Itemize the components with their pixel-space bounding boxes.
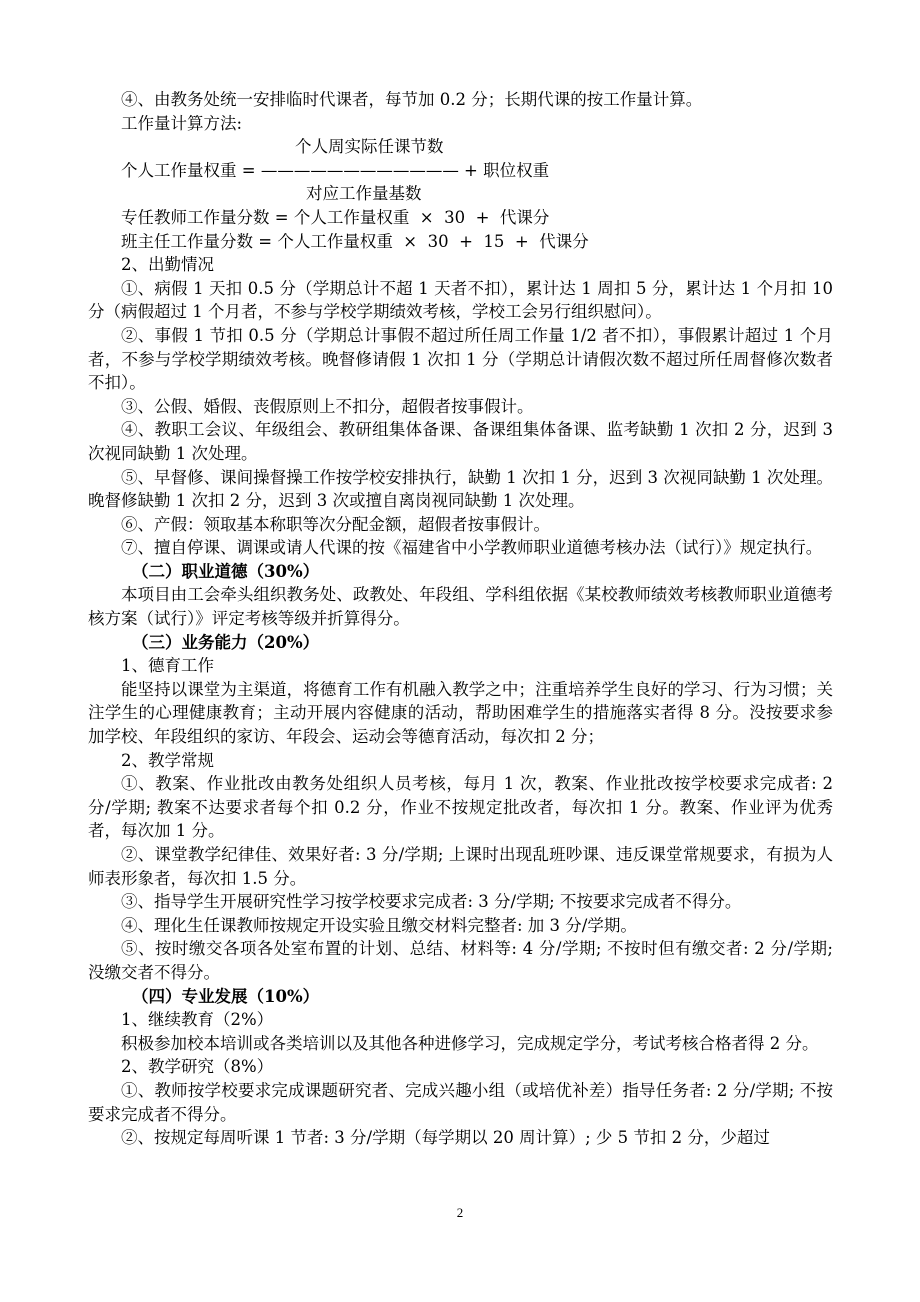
paragraph: ④、教职工会议、年级组会、教研组集体备课、备课组集体备课、监考缺勤 1 次扣 2 分，迟到 3 次视同缺勤 1 次处理。 xyxy=(88,420,833,463)
paragraph: ③、指导学生开展研究性学习按学校要求完成者: 3 分/学期; 不按要求完成者不得分。 xyxy=(121,892,742,912)
section-subtitle: 1、德育工作 xyxy=(121,656,214,676)
section-subtitle: 2、教学常规 xyxy=(121,750,214,770)
paragraph: 能坚持以课堂为主渠道，将德育工作有机融入教学之中；注重培养学生良好的学习、行为习惯；关注学生的心理健康教育；主动开展内容健康的活动，帮助困难学生的措施落实者得 8 分。没按要求参加学校、年段组织的家访、年段会、运动会等德育活动，每次扣 2 分； xyxy=(88,679,833,747)
formula-numerator: 个人周实际任课节数 xyxy=(295,137,444,157)
section-heading: （三）业务能力（20%） xyxy=(132,632,320,652)
paragraph: ⑦、擅自停课、调课或请人代课的按《福建省中小学教师职业道德考核办法（试行）》规定执行。 xyxy=(121,538,823,558)
paragraph: ③、公假、婚假、丧假原则上不扣分，超假者按事假计。 xyxy=(121,396,534,416)
paragraph: ④、由教务处统一安排临时代课者，每节加 0.2 分；长期代课的按工作量计算。 xyxy=(121,90,703,109)
paragraph: ②、课堂教学纪律佳、效果好者: 3 分/学期; 上课时出现乱班吵课、违反课堂常规要求，有损为人师表形象者，每次扣 1.5 分。 xyxy=(88,845,833,888)
formula-line: 专任教师工作量分数 = 个人工作量权重 × 30 + 代课分 xyxy=(121,207,550,227)
paragraph: 积极参加校本培训或各类培训以及其他各种进修学习，完成规定学分，考试考核合格者得 2 分。 xyxy=(121,1033,819,1053)
document-body xyxy=(88,88,833,1150)
paragraph: ①、教师按学校要求完成课题研究者、完成兴趣小组（或培优补差）指导任务者: 2 分/学期; 不按要求完成者不得分。 xyxy=(88,1080,833,1124)
paragraph: ①、教案、作业批改由教务处组织人员考核，每月 1 次，教案、作业批改按学校要求完成者: 2 分/学期; 教案不达要求者每个扣 0.2 分，作业不按规定批改者，每次扣 1 分。教案、作业评为优秀者，每次加 1 分。 xyxy=(88,774,833,841)
formula-denominator: 对应工作量基数 xyxy=(306,184,422,204)
paragraph: ⑥、产假：领取基本称职等次分配金额，超假者按事假计。 xyxy=(121,514,550,534)
section-heading: （四）专业发展（10%） xyxy=(132,986,320,1006)
paragraph: ①、病假 1 天扣 0.5 分（学期总计不超 1 天者不扣），累计达 1 周扣 5 分，累计达 1 个月扣 10 分（病假超过 1 个月者，不参与学校学期绩效考核，学校工会另行组织慰问）。 xyxy=(88,278,833,322)
paragraph: ②、事假 1 节扣 0.5 分（学期总计事假不超过所任周工作量 1/2 者不扣），事假累计超过 1 个月者，不参与学校学期绩效考核。晚督修请假 1 次扣 1 分（学期总计请假次数不超过所任周督修次数者不扣）。 xyxy=(88,325,833,393)
formula-line: 个人工作量权重 = ———————————— + 职位权重 xyxy=(121,160,550,180)
formula-line: 班主任工作量分数 = 个人工作量权重 × 30 + 15 + 代课分 xyxy=(121,231,589,251)
page-number: 2 xyxy=(456,1205,464,1220)
paragraph: ⑤、按时缴交各项各处室布置的计划、总结、材料等: 4 分/学期; 不按时但有缴交者: 2 分/学期; 没缴交者不得分。 xyxy=(88,939,833,982)
section-heading: （二）职业道德（30%） xyxy=(132,561,320,581)
section-subtitle: 2、教学研究（8%） xyxy=(121,1057,274,1077)
paragraph: 本项目由工会牵头组织教务处、政教处、年段组、学科组依据《某校教师绩效考核教师职业道德考核方案（试行）》评定考核等级并折算得分。 xyxy=(88,585,833,629)
paragraph: 工作量计算方法: xyxy=(121,113,243,133)
section-subtitle: 2、出勤情况 xyxy=(121,255,214,275)
paragraph: ④、理化生任课教师按规定开设实验且缴交材料完整者: 加 3 分/学期。 xyxy=(121,915,637,935)
section-subtitle: 1、继续教育（2%） xyxy=(121,1010,274,1030)
paragraph: ⑤、早督修、课间操督操工作按学校安排执行，缺勤 1 次扣 1 分，迟到 3 次视同缺勤 1 次处理。晚督修缺勤 1 次扣 2 分，迟到 3 次或擅自离岗视同缺勤 1 次处理。 xyxy=(88,467,833,511)
paragraph: ②、按规定每周听课 1 节者: 3 分/学期（每学期以 20 周计算）; 少 5 节扣 2 分，少超过 xyxy=(121,1128,770,1148)
